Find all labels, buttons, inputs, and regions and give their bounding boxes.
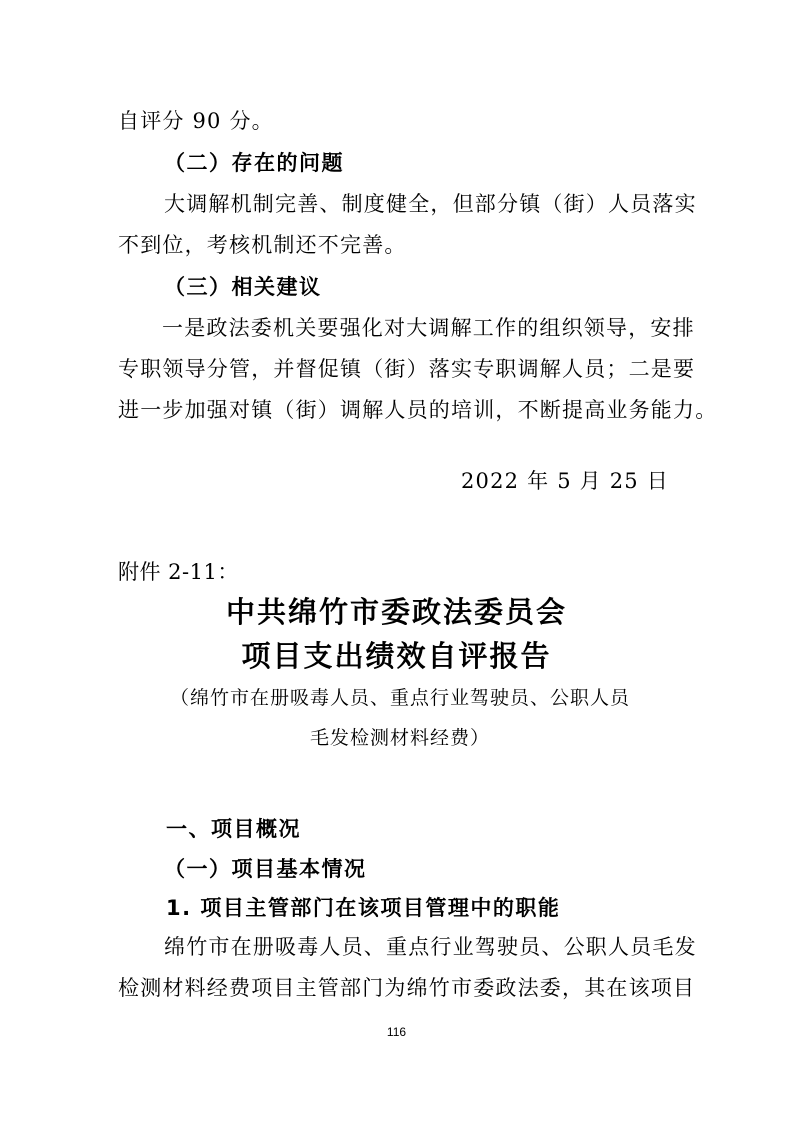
report-title-line-2: 项目支出绩效自评报告 [241,639,552,673]
overview-item-heading: 1. 项目主管部门在该项目管理中的职能 [166,896,561,920]
report-title-line-1: 中共绵竹市委政法委员会 [225,595,567,629]
suggestions-heading: （三）相关建议 [164,275,322,299]
report-subtitle-line-2: 毛发检测材料经费） [310,727,491,749]
overview-subheading: （一）项目基本情况 [164,857,367,881]
problems-line-1: 大调解机制完善、制度健全，但部分镇（街）人员落实 [164,192,697,216]
overview-line-2: 检测材料经费项目主管部门为绵竹市委政法委，其在该项目 [118,976,696,1000]
problems-line-2: 不到位，考核机制还不完善。 [118,233,407,257]
suggestions-line-2: 专职领导分管，并督促镇（街）落实专职调解人员；二是要 [118,357,696,381]
self-score-text: 自评分 90 分。 [118,109,274,133]
suggestions-line-1: 一是政法委机关要强化对大调解工作的组织领导，安排 [162,316,695,340]
suggestions-line-3: 进一步加强对镇（街）调解人员的培训，不断提高业务能力。 [118,398,718,422]
report-subtitle-line-1: （绵竹市在册吸毒人员、重点行业驾驶员、公职人员 [170,687,631,709]
report-date: 2022 年 5 月 25 日 [461,469,669,493]
page-number: 116 [386,1025,407,1039]
problems-heading: （二）存在的问题 [164,151,344,175]
overview-line-1: 绵竹市在册吸毒人员、重点行业驾驶员、公职人员毛发 [164,935,697,959]
overview-heading: 一、项目概况 [166,817,301,841]
attachment-label: 附件 2-11： [118,560,239,584]
